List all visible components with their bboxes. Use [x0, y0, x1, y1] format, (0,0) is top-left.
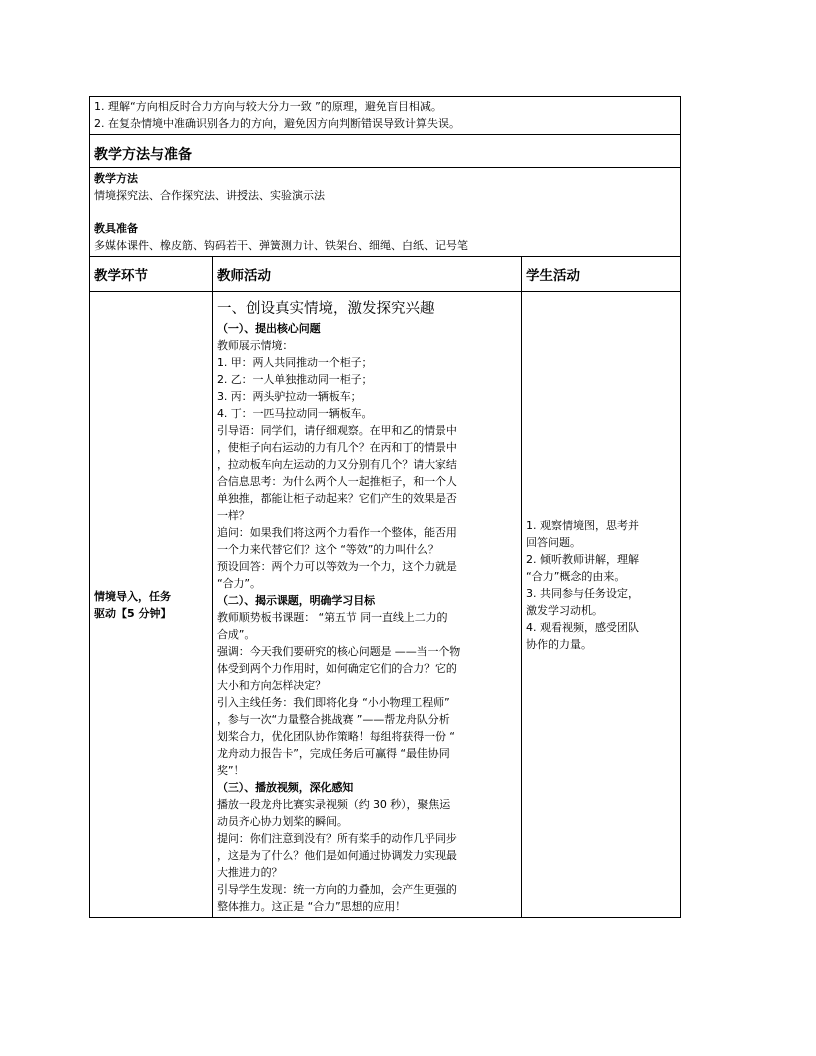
student-line: “合力”概念的由来。 [526, 569, 626, 583]
teacher-line: 动员齐心协力划桨的瞬间。 [217, 815, 348, 828]
teacher-subheading: （一）、提出核心问题 [217, 322, 321, 335]
teacher-line: 体受到两个力作用时，如何确定它们的合力？它的 [217, 662, 457, 675]
teacher-cell [213, 292, 522, 918]
methods-title-cell [90, 135, 681, 168]
student-cell [522, 292, 681, 918]
teacher-line: 强调：今天我们要研究的核心问题是 ——当一个物 [217, 645, 461, 658]
teacher-line: 引入主线任务：我们即将化身 “小小物理工程师” [217, 696, 450, 709]
teacher-line: 大推进力的？ [217, 866, 283, 879]
student-lines [526, 517, 676, 653]
student-line: 协作的力量。 [526, 637, 592, 651]
stage-line: 驱动【5 分钟】 [94, 606, 172, 620]
stage-line: 情境导入，任务 [94, 589, 171, 603]
teacher-line: 一样？ [217, 509, 250, 522]
tools-text: 多媒体课件、橡皮筋、钩码若干、弹簧测力计、铁架台、细绳、白纸、记号笔 [94, 239, 468, 252]
teacher-line: 追问：如果我们将这两个力看作一个整体，能否用 [217, 526, 457, 539]
teacher-line: 引导语：同学们，请仔细观察。在甲和乙的情景中 [217, 424, 457, 437]
teacher-line: 1. 甲：两人共同推动一个柜子； [217, 356, 373, 369]
teacher-line: 引导学生发现：统一方向的力叠加，会产生更强的 [217, 883, 457, 896]
content-row [90, 292, 681, 918]
teacher-line: 整体推力。这正是 “合力”思想的应用！ [217, 900, 406, 913]
header-row [90, 257, 681, 292]
methods-title-row [90, 135, 681, 168]
teacher-subheading: （二）、揭示课题，明确学习目标 [217, 594, 375, 607]
student-line: 激发学习动机。 [526, 603, 603, 617]
teacher-line: 播放一段龙舟比赛实录视频（约 30 秒），聚焦运 [217, 798, 451, 811]
teacher-line: ，使柜子向右运动的力有几个？在丙和丁的情景中 [217, 441, 457, 454]
teacher-line: 龙舟动力报告卡”，完成任务后可赢得 “最佳协同 [217, 747, 450, 760]
student-line: 4. 观看视频，感受团队 [526, 620, 639, 634]
teacher-line: 提问：你们注意到没有？所有桨手的动作几乎同步 [217, 832, 457, 845]
teacher-line: 4. 丁：一匹马拉动同一辆板车。 [217, 407, 373, 420]
notes-row [90, 97, 681, 135]
teacher-line: “合力”。 [217, 577, 261, 590]
teacher-line: 大小和方向怎样决定？ [217, 679, 326, 692]
header-stage: 教学环节 [90, 257, 213, 292]
teacher-subheading: （三）、播放视频，深化感知 [217, 781, 354, 794]
stage-cell [90, 292, 213, 918]
note-line: 2. 在复杂情境中准确识别各力的方向，避免因方向判断错误导致计算失误。 [94, 117, 460, 130]
header-teacher: 教师活动 [213, 257, 522, 292]
methods-row [90, 168, 681, 257]
teacher-section-title: 一、创设真实情境，激发探究兴趣 [217, 301, 435, 317]
teacher-line: 一个力来代替它们？这个 “等效”的力叫什么？ [217, 543, 439, 556]
section-title: 教学方法与准备 [94, 147, 192, 163]
teacher-lines [217, 320, 517, 915]
teacher-line: 合成”。 [217, 628, 256, 641]
teacher-line: 教师顺势板书课题： “第五节 同一直线上二力的 [217, 611, 448, 624]
methods-cell [90, 168, 681, 257]
header-student: 学生活动 [522, 257, 681, 292]
student-line: 3. 共同参与任务设定， [526, 586, 639, 600]
teacher-line: 单独推，都能让柜子动起来？它们产生的效果是否 [217, 492, 457, 505]
note-line: 1. 理解“方向相反时合力方向与较大分力一致 ”的原理，避免盲目相减。 [94, 100, 442, 113]
teacher-line: ，这是为了什么？他们是如何通过协调发力实现最 [217, 849, 457, 862]
teacher-line: 3. 丙：两头驴拉动一辆板车； [217, 390, 362, 403]
teacher-line: 教师展示情境： [217, 339, 294, 352]
lesson-plan-table [89, 96, 681, 918]
teacher-line: ，拉动板车向左运动的力又分别有几个？请大家结 [217, 458, 457, 471]
notes-cell [90, 97, 681, 135]
teacher-line: 划桨合力，优化团队协作策略！每组将获得一份 “ [217, 730, 455, 743]
teacher-line: 2. 乙：一人单独推动同一柜子； [217, 373, 373, 386]
teacher-line: 奖”！ [217, 764, 245, 777]
teacher-line: 合信息思考：为什么两个人一起推柜子，和一个人 [217, 475, 457, 488]
tools-label: 教具准备 [94, 222, 138, 235]
student-line: 2. 倾听教师讲解，理解 [526, 552, 639, 566]
teacher-line: 预设回答：两个力可以等效为一个力，这个力就是 [217, 560, 457, 573]
methods-text: 情境探究法、合作探究法、讲授法、实验演示法 [94, 189, 325, 202]
student-line: 1. 观察情境图，思考并 [526, 518, 639, 532]
student-line: 回答问题。 [526, 535, 581, 549]
methods-label: 教学方法 [94, 172, 138, 185]
teacher-line: ，参与一次“力量整合挑战赛 ”——帮龙舟队分析 [217, 713, 450, 726]
